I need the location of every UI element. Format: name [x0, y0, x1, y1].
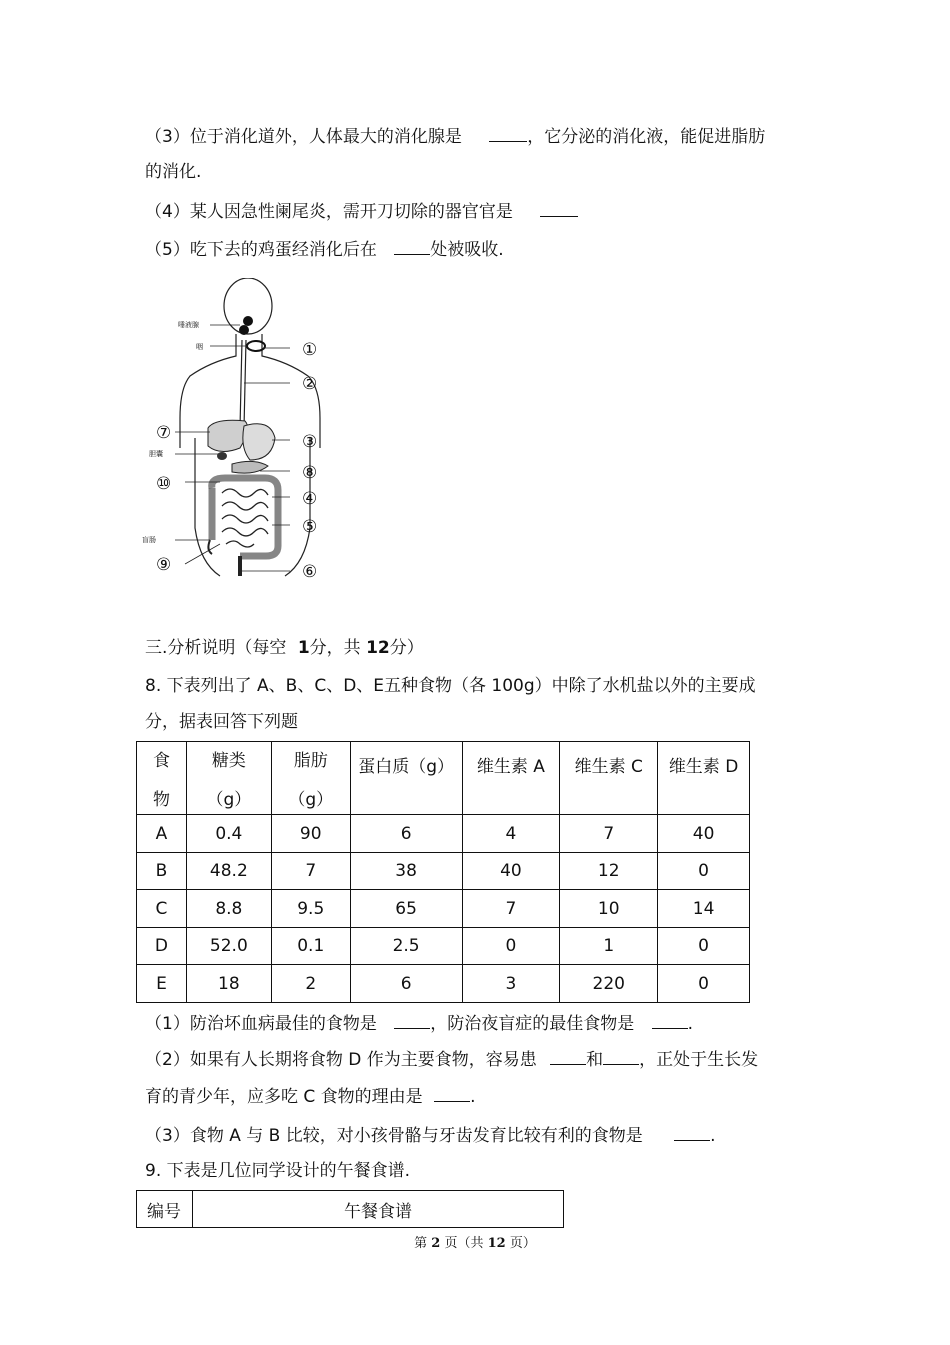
section-title-suffix: 分）: [389, 638, 424, 658]
sub2-text-and: 和: [586, 1050, 604, 1070]
label-number-7: ⑦: [156, 423, 172, 443]
answer-blank: [652, 1012, 688, 1029]
food-nutrition-table: [136, 741, 750, 1003]
answer-blank: [603, 1048, 639, 1065]
table-cell: 0: [658, 965, 750, 1003]
stomach: [243, 424, 275, 460]
label-number-10: ⑩: [156, 474, 172, 494]
table-header-row: [137, 742, 750, 815]
answer-blank: [394, 238, 430, 255]
question-8-intro-line2: 分，据表回答下列题: [145, 712, 298, 732]
q4-text: （4）某人因急性阑尾炎，需开刀切除的器官官是: [145, 202, 513, 222]
table-cell: A: [137, 815, 187, 853]
table-row: [137, 815, 750, 853]
table-cell: E: [137, 965, 187, 1003]
question-8-sub1: [145, 1012, 693, 1035]
table-cell: 90: [271, 815, 350, 853]
header-cell: 维生素 A: [462, 742, 560, 815]
table-cell: 52.0: [186, 928, 271, 965]
table-cell: 0: [462, 928, 560, 965]
question-4: [145, 200, 578, 223]
table-cell: 4: [462, 815, 560, 853]
sub3-text-end: .: [710, 1126, 716, 1146]
liver: [208, 420, 248, 451]
header-cell: 维生素 C: [560, 742, 658, 815]
table-cell: 2: [271, 965, 350, 1003]
section-3-title: [145, 637, 424, 659]
sub1-text-end: .: [687, 1014, 694, 1034]
small-intestine: [222, 489, 268, 547]
answer-blank: [550, 1048, 586, 1065]
label-number-6: ⑥: [302, 562, 318, 582]
table-row: [137, 853, 750, 890]
footer-mid: 页（共: [444, 1236, 484, 1251]
question-8-intro-line1: 8. 下表列出了 A、B、C、D、E五种食物（各 100g）中除了水机盐以外的主要成: [145, 676, 756, 696]
section-title-text: 三.分析说明（每空: [145, 638, 287, 658]
table-row: [137, 890, 750, 928]
section-title-mid: 分，共: [309, 638, 361, 658]
footer-prefix: 第: [414, 1236, 428, 1251]
label-salivary-gland: 唾液腺: [178, 321, 199, 329]
table-cell: 0.1: [271, 928, 350, 965]
answer-blank: [674, 1124, 710, 1141]
sub2-text-end: ，正处于生长发: [639, 1050, 759, 1070]
question-9-intro: 9. 下表是几位同学设计的午餐食谱.: [145, 1161, 411, 1181]
hip-left-outline: [195, 438, 220, 576]
table-cell: 3: [462, 965, 560, 1003]
table-cell: 7: [462, 890, 560, 928]
gallbladder: [217, 452, 227, 460]
q5-text-after: 处被吸收.: [430, 240, 504, 260]
question-8-sub2-line1: [145, 1048, 758, 1071]
score-each: 1: [297, 638, 310, 658]
lunch-menu-table: [136, 1190, 564, 1228]
question-8-sub3: [145, 1124, 716, 1147]
appendix: [208, 540, 212, 554]
table-cell: 9.5: [271, 890, 350, 928]
table-cell: 0.4: [186, 815, 271, 853]
digestive-system-diagram: [140, 278, 340, 583]
table-cell: C: [137, 890, 187, 928]
sub1-text: （1）防治坏血病最佳的食物是: [145, 1014, 377, 1034]
table-cell: 7: [560, 815, 658, 853]
label-number-3: ③: [302, 432, 318, 452]
page-number: 2: [431, 1236, 441, 1251]
footer-suffix: 页）: [509, 1236, 536, 1251]
answer-blank: [540, 200, 578, 217]
label-number-9: ⑨: [156, 555, 172, 575]
header-cell: 脂肪 （g）: [271, 742, 350, 815]
header-cell: 蛋白质（g）: [350, 742, 462, 815]
table-cell: 48.2: [186, 853, 271, 890]
table-cell: 40: [658, 815, 750, 853]
q3-text: （3）位于消化道外，人体最大的消化腺是: [145, 127, 462, 147]
sub1-text-mid: ，防治夜盲症的最佳食物是: [430, 1014, 635, 1034]
table-cell: 38: [350, 853, 462, 890]
table-cell: B: [137, 853, 187, 890]
table-cell: 6: [350, 965, 462, 1003]
answer-blank: [434, 1085, 470, 1102]
table-cell: 1: [560, 928, 658, 965]
q5-text: （5）吃下去的鸡蛋经消化后在: [145, 240, 377, 260]
score-total: 12: [366, 638, 390, 658]
table-cell: 40: [462, 853, 560, 890]
table-cell: 220: [560, 965, 658, 1003]
table-cell: 18: [186, 965, 271, 1003]
table-cell: 8.8: [186, 890, 271, 928]
answer-blank: [489, 125, 527, 142]
label-number-4: ④: [302, 489, 318, 509]
question-8-sub2-line2: [145, 1085, 476, 1108]
label-number-8: ⑧: [302, 463, 318, 483]
esophagus: [240, 340, 242, 428]
header-cell: 食 物: [137, 742, 187, 815]
label-number-1: ①: [302, 340, 318, 360]
table-cell: 0: [658, 853, 750, 890]
header-cell: 维生素 D: [658, 742, 750, 815]
header-cell-menu: 午餐食谱: [192, 1191, 563, 1228]
q3-text-after: ，它分泌的消化液，能促进脂肪: [527, 127, 766, 147]
table-cell: D: [137, 928, 187, 965]
label-number-2: ②: [302, 374, 318, 394]
page-footer: [0, 1232, 950, 1251]
table-cell: 6: [350, 815, 462, 853]
question-3-line1: [145, 125, 765, 148]
question-5: [145, 238, 504, 261]
table-cell: 12: [560, 853, 658, 890]
sub2-line2-end: .: [470, 1087, 476, 1107]
table-cell: 2.5: [350, 928, 462, 965]
table-cell: 10: [560, 890, 658, 928]
table-header-row: [137, 1191, 564, 1228]
table-row: [137, 928, 750, 965]
large-intestine: [212, 478, 278, 556]
table-cell: 0: [658, 928, 750, 965]
label-gallbladder: 胆囊: [149, 450, 163, 458]
header-cell: 糖类 （g）: [186, 742, 271, 815]
table-cell: 65: [350, 890, 462, 928]
table-cell: 7: [271, 853, 350, 890]
total-pages: 12: [487, 1236, 506, 1251]
table-cell: 14: [658, 890, 750, 928]
question-3-line2: 的消化.: [145, 162, 202, 182]
sub2-line2-text: 育的青少年，应多吃 C 食物的理由是: [145, 1087, 423, 1107]
answer-blank: [394, 1012, 430, 1029]
sub3-text: （3）食物 A 与 B 比较，对小孩骨骼与牙齿发育比较有利的食物是: [145, 1126, 643, 1146]
table-row: [137, 965, 750, 1003]
label-number-5: ⑤: [302, 517, 318, 537]
sub2-text: （2）如果有人长期将食物 D 作为主要食物，容易患: [145, 1050, 537, 1070]
header-cell-number: 编号: [137, 1191, 193, 1228]
label-pharynx: 咽: [196, 343, 203, 351]
label-cecum: 盲肠: [142, 536, 156, 544]
